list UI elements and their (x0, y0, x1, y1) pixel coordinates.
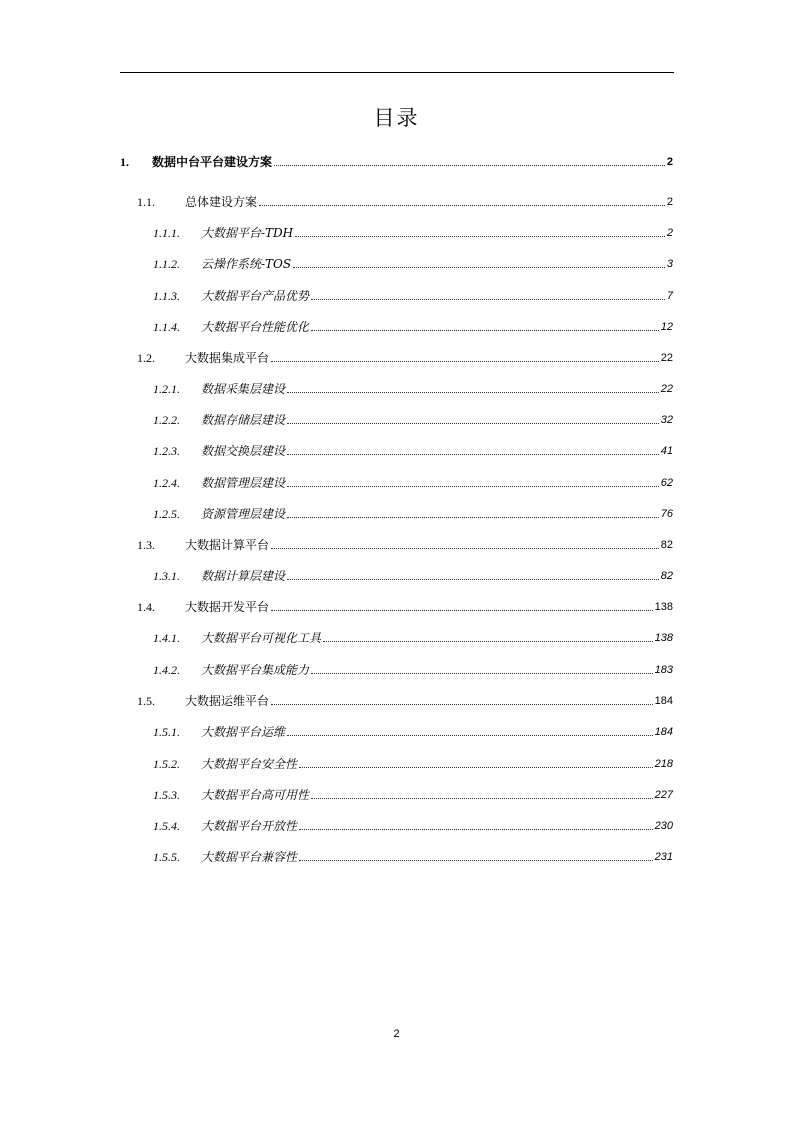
toc-entry-page[interactable]: 76 (660, 508, 673, 520)
toc-entry[interactable] (137, 692, 673, 708)
toc-entry-page[interactable]: 62 (660, 477, 673, 489)
toc-entry[interactable] (137, 598, 673, 614)
toc-entry[interactable] (153, 567, 673, 583)
toc-entry-page[interactable]: 41 (660, 445, 673, 457)
toc-entry-number: 1.2.4. (153, 476, 180, 490)
toc-entry[interactable] (153, 786, 673, 802)
toc-entry-page[interactable]: 12 (660, 321, 673, 333)
toc-entry-page[interactable]: 230 (654, 820, 673, 832)
toc-entry-page[interactable]: 218 (654, 758, 673, 770)
toc-entry-number: 1.3.1. (153, 569, 180, 583)
toc-entry-title[interactable]: 数据采集层建设 (201, 382, 286, 396)
dot-leader (299, 860, 653, 861)
toc-entry-page[interactable]: 32 (660, 414, 673, 426)
toc-entry-page[interactable]: 138 (654, 601, 673, 613)
toc-entry-page[interactable]: 184 (654, 695, 673, 707)
toc-entry-title[interactable]: 数据交换层建设 (201, 444, 286, 458)
toc-entry-number: 1.5.5. (153, 850, 180, 864)
toc-entry-page[interactable]: 22 (660, 383, 673, 395)
toc-entry[interactable] (153, 411, 673, 427)
dot-leader (287, 579, 659, 580)
dot-leader (259, 205, 665, 206)
toc-entry[interactable] (137, 193, 673, 209)
dot-leader (271, 548, 659, 549)
dot-leader (287, 454, 659, 455)
toc-entry[interactable] (153, 817, 673, 833)
toc-entry-number: 1.5.3. (153, 788, 180, 802)
toc-entry-title[interactable]: 数据存储层建设 (201, 413, 286, 427)
toc-entry-number: 1.2.1. (153, 382, 180, 396)
dot-leader (274, 165, 665, 166)
toc-entry-title[interactable]: 大数据平台开放性 (201, 819, 298, 833)
toc-entry-page[interactable]: 7 (666, 290, 673, 302)
toc-entry-number: 1.4.2. (153, 663, 180, 677)
toc-entry[interactable] (153, 723, 673, 739)
toc-entry[interactable] (153, 255, 673, 271)
toc-entry[interactable] (153, 629, 673, 645)
dot-leader (311, 299, 665, 300)
toc-entry-page[interactable]: 184 (654, 726, 673, 738)
toc-entry-title[interactable]: 大数据平台安全性 (201, 757, 298, 771)
toc-entry[interactable] (153, 848, 673, 864)
toc-entry[interactable] (153, 505, 673, 521)
toc-entry[interactable] (153, 442, 673, 458)
toc-entry-title[interactable]: 大数据平台兼容性 (201, 850, 298, 864)
toc-entry-number: 1.1.1. (153, 226, 180, 240)
toc-entry-number: 1.3. (137, 538, 155, 552)
dot-leader (311, 330, 659, 331)
toc-entry[interactable] (137, 536, 673, 552)
dot-leader (311, 673, 653, 674)
toc-entry-page[interactable]: 82 (660, 539, 673, 551)
toc-entry[interactable] (153, 318, 673, 334)
dot-leader (323, 641, 653, 642)
toc-entry-number: 1.1.3. (153, 289, 180, 303)
toc-entry-page[interactable]: 183 (654, 664, 673, 676)
toc-entry-number: 1.2.2. (153, 413, 180, 427)
dot-leader (287, 423, 659, 424)
toc-entry-number: 1.4.1. (153, 631, 180, 645)
toc-entry-page[interactable]: 82 (660, 570, 673, 582)
dot-leader (287, 735, 653, 736)
dot-leader (299, 829, 653, 830)
toc-entry-title[interactable]: 大数据平台集成能力 (201, 663, 310, 677)
toc-entry-page[interactable]: 2 (666, 196, 673, 208)
toc-entry-title[interactable]: 大数据运维平台 (185, 694, 270, 708)
toc-entry-number: 1.2.5. (153, 507, 180, 521)
toc-entry-title[interactable]: 总体建设方案 (185, 195, 258, 209)
dot-leader (271, 610, 653, 611)
toc-entry[interactable] (153, 287, 673, 303)
toc-entry-number: 1.5.1. (153, 725, 180, 739)
toc-entry-page[interactable]: 2 (666, 156, 673, 168)
toc-entry-title[interactable]: 大数据开发平台 (185, 600, 270, 614)
toc-entry-page[interactable]: 227 (654, 789, 673, 801)
toc-entry-title[interactable]: 大数据平台高可用性 (201, 788, 310, 802)
toc-entry-number: 1.1.2. (153, 257, 180, 271)
toc-entry-title[interactable]: 大数据集成平台 (185, 351, 270, 365)
toc-entry[interactable] (153, 755, 673, 771)
toc-entry-number: 1.1.4. (153, 320, 180, 334)
toc-entry-title[interactable]: 数据中台平台建设方案 (152, 155, 273, 169)
dot-leader (271, 361, 659, 362)
toc-entry-title[interactable]: 大数据平台运维 (201, 725, 286, 739)
dot-leader (299, 767, 653, 768)
dot-leader (295, 236, 665, 237)
toc-entry-title[interactable]: 大数据平台-TDH (201, 226, 294, 240)
toc-entry[interactable] (153, 224, 673, 240)
toc-entry[interactable] (153, 661, 673, 677)
dot-leader (287, 486, 659, 487)
dot-leader (271, 704, 653, 705)
toc-entry-title[interactable]: 大数据计算平台 (185, 538, 270, 552)
toc-entry-title[interactable]: 数据管理层建设 (201, 476, 286, 490)
toc-entry-page[interactable]: 138 (654, 632, 673, 644)
dot-leader (287, 392, 659, 393)
toc-entry-number: 1.5. (137, 694, 155, 708)
toc-entry-title[interactable]: 大数据平台性能优化 (201, 320, 310, 334)
toc-entry-number: 1.2.3. (153, 444, 180, 458)
toc-entry[interactable] (153, 474, 673, 490)
toc-entry-number: 1.4. (137, 600, 155, 614)
toc-entry-title[interactable]: 数据计算层建设 (201, 569, 286, 583)
toc-entry-number: 1.5.4. (153, 819, 180, 833)
page-number: 2 (393, 1028, 400, 1040)
toc-entry-title[interactable]: 云操作系统-TOS (201, 257, 292, 271)
toc-entry-page[interactable]: 22 (660, 352, 673, 364)
toc-entry[interactable] (120, 153, 673, 169)
toc-entry-title[interactable]: 大数据平台可视化工具 (201, 631, 322, 645)
dot-leader (293, 267, 665, 268)
toc-entry-number: 1.1. (137, 195, 155, 209)
toc-entry[interactable] (153, 380, 673, 396)
dot-leader (311, 798, 653, 799)
toc-entry-number: 1.2. (137, 351, 155, 365)
toc-entry-number: 1.5.2. (153, 757, 180, 771)
toc-entry-number: 1. (120, 155, 129, 169)
toc-entry-page[interactable]: 231 (654, 851, 673, 863)
dot-leader (287, 517, 659, 518)
toc-entry-title[interactable]: 资源管理层建设 (201, 507, 286, 521)
toc-entry-title[interactable]: 大数据平台产品优势 (201, 289, 310, 303)
toc-entry-page[interactable]: 3 (666, 258, 673, 270)
toc-entry-page[interactable]: 2 (666, 227, 673, 239)
toc-entry[interactable] (137, 349, 673, 365)
toc-title: 目录 (373, 106, 420, 130)
